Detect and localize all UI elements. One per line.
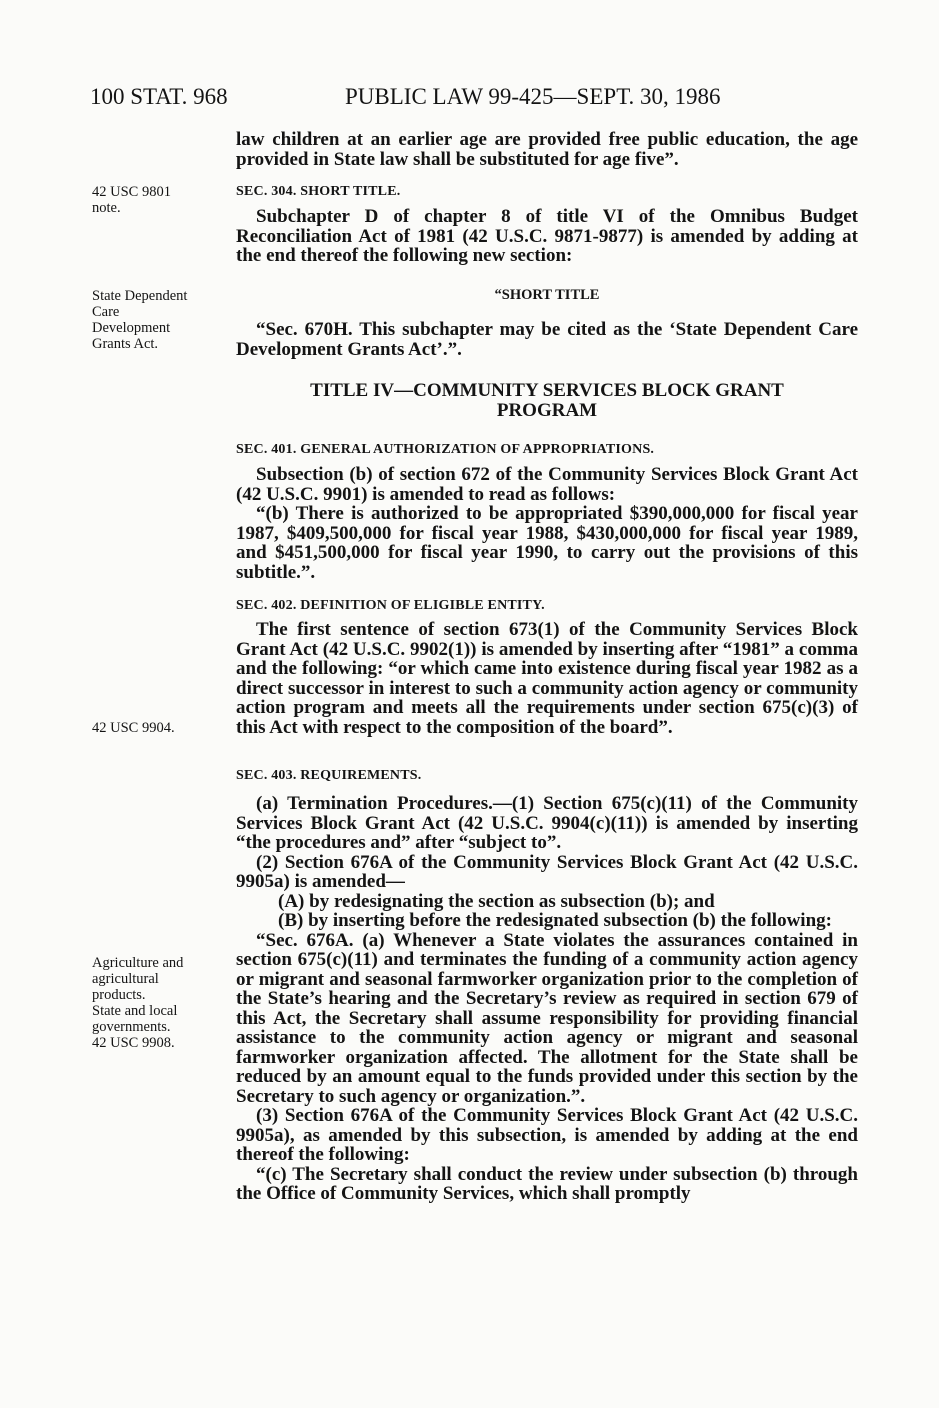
margin-note-usc-9801 (92, 184, 217, 216)
paragraph: “Sec. 676A. (a) Whenever a State violates the assurances contained in section 675(c)(11) and terminates the funding of a community action agency or migrant and seasonal farmworker organization prior to the completion of the State’s hearing and the Secretary’s review as required in section 679 of this Act, the Secretary shall assume responsibility for providing financial assistance to the community action agency or migrant and seasonal farmworker organization affected. The allotment for the State shall be reduced by an amount equal to the funds provided under this section by the Secretary to such agency or organization.”. (236, 929, 858, 1107)
margin-note-line: products. (92, 987, 146, 1003)
margin-note-line: agricultural (92, 971, 159, 987)
body-section-304 (236, 207, 858, 266)
title-iv-heading (236, 381, 858, 421)
paragraph: “(c) The Secretary shall conduct the review under subsection (b) through the Office of Community Services, which shall promptly (236, 1163, 858, 1204)
margin-note-line: 42 USC 9908. (92, 1035, 175, 1051)
margin-note-line: note. (92, 200, 121, 216)
margin-note-agriculture (92, 955, 217, 1051)
paragraph: “Sec. 670H. This subchapter may be cited as the ‘State Dependent Care Development Grants Act’.”. (236, 319, 858, 360)
margin-note-line: Development (92, 320, 171, 336)
law-reference: PUBLIC LAW 99-425—SEPT. 30, 1986 (345, 84, 721, 109)
margin-note-line: Grants Act. (92, 336, 159, 352)
section-402-heading: SEC. 402. DEFINITION OF ELIGIBLE ENTITY. (236, 598, 545, 613)
page-header (90, 84, 860, 114)
title-line: PROGRAM (496, 400, 598, 421)
paragraph: (2) Section 676A of the Community Services Block Grant Act (42 U.S.C. 9905a) is amended— (236, 851, 858, 892)
section-304-heading: SEC. 304. SHORT TITLE. (236, 184, 401, 199)
margin-note-usc-9904 (92, 720, 217, 736)
stat-reference: 100 STAT. 968 (90, 84, 228, 109)
paragraph: The first sentence of section 673(1) of the Community Services Block Grant Act (42 U.S.C. 9902(1)) is amended by inserting after “1981” a comma and the following: “or which came into existence during fiscal year 1982 as a direct successor in interest to such a community action agency or community action program and meets all the requirements under section 675(c)(3) of this Act with respect to the composition of the board”. (236, 619, 858, 738)
short-title-heading: “SHORT TITLE (494, 287, 600, 303)
margin-note-line: 42 USC 9801 (92, 184, 171, 200)
body-section-401 (236, 465, 858, 582)
margin-note-dependent-care (92, 288, 217, 352)
body-section-402 (236, 620, 858, 737)
section-403-heading: SEC. 403. REQUIREMENTS. (236, 768, 422, 783)
paragraph-continuation: law children at an earlier age are provided free public education, the age provided in State law shall be substituted for age five”. (236, 129, 858, 170)
section-401-heading: SEC. 401. GENERAL AUTHORIZATION OF APPROPRIATIONS. (236, 442, 655, 457)
paragraph: “(b) There is authorized to be appropriated $390,000,000 for fiscal year 1987, $409,500,000 for fiscal year 1988, $430,000,000 for fiscal year 1989, and $451,500,000 for fiscal year 1990, to carry out the provisions of this subtitle.”. (236, 503, 858, 583)
margin-note-line: 42 USC 9904. (92, 720, 175, 736)
margin-note-line: State and local (92, 1003, 178, 1019)
body-section-403 (236, 794, 858, 1204)
paragraph: (a) Termination Procedures.—(1) Section 675(c)(11) of the Community Services Block Grant Act (42 U.S.C. 9904(c)(11)) is amended by inserting “the procedures and” after “subject to”. (236, 793, 858, 853)
paragraph: Subsection (b) of section 672 of the Community Services Block Grant Act (42 U.S.C. 9901) is amended to read as follows: (236, 464, 858, 505)
body-section-1 (236, 130, 858, 169)
title-line: TITLE IV—COMMUNITY SERVICES BLOCK GRANT (310, 380, 784, 401)
paragraph: (B) by inserting before the redesignated subsection (b) the following: (278, 910, 832, 931)
paragraph: (3) Section 676A of the Community Services Block Grant Act (42 U.S.C. 9905a), as amended by this subsection, is amended by adding at the end thereof the following: (236, 1105, 858, 1165)
margin-note-line: governments. (92, 1019, 171, 1035)
body-section-670h (236, 320, 858, 359)
paragraph: Subchapter D of chapter 8 of title VI of the Omnibus Budget Reconciliation Act of 1981 (42 U.S.C. 9871-9877) is amended by adding at the end thereof the following new section: (236, 206, 858, 266)
margin-note-line: Care (92, 304, 120, 320)
paragraph: (A) by redesignating the section as subsection (b); and (278, 890, 715, 912)
margin-note-line: Agriculture and (92, 955, 184, 971)
margin-note-line: State Dependent (92, 288, 188, 304)
